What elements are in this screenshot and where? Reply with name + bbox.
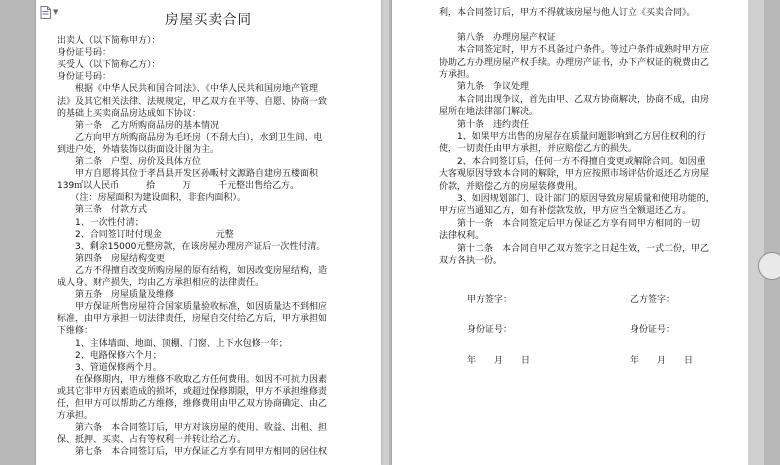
body-line: 第九条 争议处理 xyxy=(439,82,530,93)
body-line: 第七条 本合同签订后，甲方保证乙方享有同甲方相同的居住权 xyxy=(57,447,328,458)
body-line: 第五条 房屋质量及维修 xyxy=(57,290,175,301)
body-line: 买受人（以下简称乙方）： xyxy=(57,60,161,71)
party-b-date-label: 年 月 日 xyxy=(630,356,694,366)
body-line: 第十一条 本合同签定后甲方保证乙方享有同甲方相同的一切 xyxy=(439,218,701,229)
body-line: 出卖人（以下简称甲方）： xyxy=(57,36,161,46)
body-line: 2、合同签订时付现金 元整 xyxy=(57,229,234,240)
body-line: 在保修期内，甲方维修不收取乙方任何费用。如因不可抗力因素 xyxy=(57,374,328,385)
body-line: 甲方保证所售房屋符合国家质量验收标准，如因质量达不到相应 xyxy=(57,302,328,313)
body-line: 甲方应当通知乙方，如有补偿款发放，甲方应当全额退还乙方。 xyxy=(439,206,692,217)
body-line: 或其它非甲方因素造成的损坏，或超过保修期限，甲方不承担维修责 xyxy=(57,386,328,397)
body-line: 利，本合同签订后，甲方不得就该房屋与他人订立《买卖合同》。 xyxy=(439,8,696,18)
party-a-id-label: 身份证号： xyxy=(467,325,513,335)
body-line: 3、如因规划部门、设计部门的原因导致房屋质量和使用功能的， xyxy=(439,194,715,204)
body-line: 方承担。 xyxy=(57,411,94,422)
body-line: 第一条 乙方所购商品房的基本情况 xyxy=(57,120,220,131)
body-line: 下维修： xyxy=(57,326,94,337)
body-line: 第十条 违约责任 xyxy=(439,119,530,130)
page-gap xyxy=(381,0,389,465)
vertical-scrollbar[interactable] xyxy=(764,0,780,465)
body-line: 身份证号码： xyxy=(57,48,112,59)
body-line: 标准，由甲方承担一切法律责任，房屋自交付给乙方后，甲方承担如 xyxy=(57,314,328,325)
body-line: 屋所在地法律部门解决。 xyxy=(439,107,539,118)
body-line: 2、电路保修六个月； xyxy=(57,350,162,361)
body-line: 使，一切责任由甲方承担，并应赔偿乙方的损失。 xyxy=(439,144,638,155)
body-line: 第六条 本合同签订后，甲方对该房屋的使用、收益、出租、担 xyxy=(57,423,328,434)
document-page-right xyxy=(392,0,748,465)
body-line: 甲方自愿将其位于孝昌县开发区孙畈村文源路自建房五楼面积 xyxy=(57,169,319,180)
body-line: 身份证号码： xyxy=(57,72,112,83)
right-margin xyxy=(748,0,764,465)
body-line: 3、剩余15000元整房款，在该房屋办理房产证后一次性付清。 xyxy=(57,241,326,252)
body-line: 第八条 办理房屋产权证 xyxy=(439,32,557,43)
body-line: 成人身、财产损失，均由乙方承担相应的法律责任。 xyxy=(57,278,265,288)
body-line: 1、如果甲方出售的房屋存在质量问题影响到乙方居住权利的行 xyxy=(439,132,706,142)
body-line: 法律权利。 xyxy=(439,231,485,242)
body-line: 乙方不得擅自改变所购房屋的原有结构，如因改变房屋结构，造 xyxy=(57,265,328,276)
body-line: 第三条 付款方式 xyxy=(57,205,148,216)
body-line: 到进户处，外墙装饰以街面设计图为主。 xyxy=(57,144,220,155)
body-line: （注：房屋面积为建设面积，非套内面积）。 xyxy=(57,193,247,204)
body-line: 第四条 房屋结构变更 xyxy=(57,253,166,264)
chevron-down-icon[interactable]: ▼ xyxy=(53,8,59,16)
body-line: 1、一次性付清； xyxy=(57,217,144,228)
body-line: 保、抵押、买卖、占有等权利一并转让给乙方。 xyxy=(57,435,247,446)
document-title: 房屋买卖合同 xyxy=(165,12,252,28)
party-a-date-label: 年 月 日 xyxy=(467,356,531,366)
body-line: 方承担。 xyxy=(439,70,476,80)
body-line: 第十二条 本合同自甲乙双方签字之日起生效，一式二份，甲乙 xyxy=(439,243,710,254)
body-line: 本合同出现争议，首先由甲、乙双方协商解决，协商不成，由房 xyxy=(439,94,710,105)
body-line: 双方各执一份。 xyxy=(439,256,503,266)
party-b-sign-label: 乙方签字： xyxy=(630,295,676,305)
body-line: 协助乙方办理房屋产权手续。办理房产证书，办下产权证的税费由乙 xyxy=(439,57,710,68)
body-line: 大客观原因导致本合同的解除，甲方应按照市场评估价返还乙方房屋 xyxy=(439,169,710,180)
body-line: 2、本合同签订后，任何一方不得擅自变更或解除合同。如因重 xyxy=(439,156,706,167)
body-line: 法》及其它相关法律、法规规定，甲乙双方在平等、自愿、协商一致 xyxy=(57,96,328,107)
body-line: 139㎡以人民币 拾 万 千元整出售给乙方。 xyxy=(57,181,300,192)
party-a-sign-label: 甲方签字： xyxy=(467,295,513,305)
body-line: 根据《中华人民共和国合同法》、《中华人民共和国房地产管理 xyxy=(57,84,319,95)
body-line: 任，但甲方可以帮助乙方维修，维修费用由甲乙双方协商确定、由乙 xyxy=(57,399,328,409)
document-page-left xyxy=(36,0,381,465)
body-line: 3、管道保修两个月。 xyxy=(57,362,162,373)
body-line: 本合同签定时，甲方不具备过户条件。等过户条件成熟时甲方应 xyxy=(439,45,710,56)
body-line: 第二条 户型、房价及具体方位 xyxy=(57,157,202,167)
body-line: 1、主体墙面、地面、顶棚、门窗、上下水包修一年； xyxy=(57,338,288,349)
scroll-handle[interactable] xyxy=(758,252,780,280)
body-line: 的基础上买卖商品房达成如下协议： xyxy=(57,108,202,119)
party-b-id-label: 身份证号： xyxy=(630,325,676,335)
body-line: 价款，并赔偿乙方的房屋装修费用。 xyxy=(439,181,584,192)
body-line: 乙方向甲方所购商品房为毛坯房（不刮大白），水到卫生间、电 xyxy=(57,132,323,143)
